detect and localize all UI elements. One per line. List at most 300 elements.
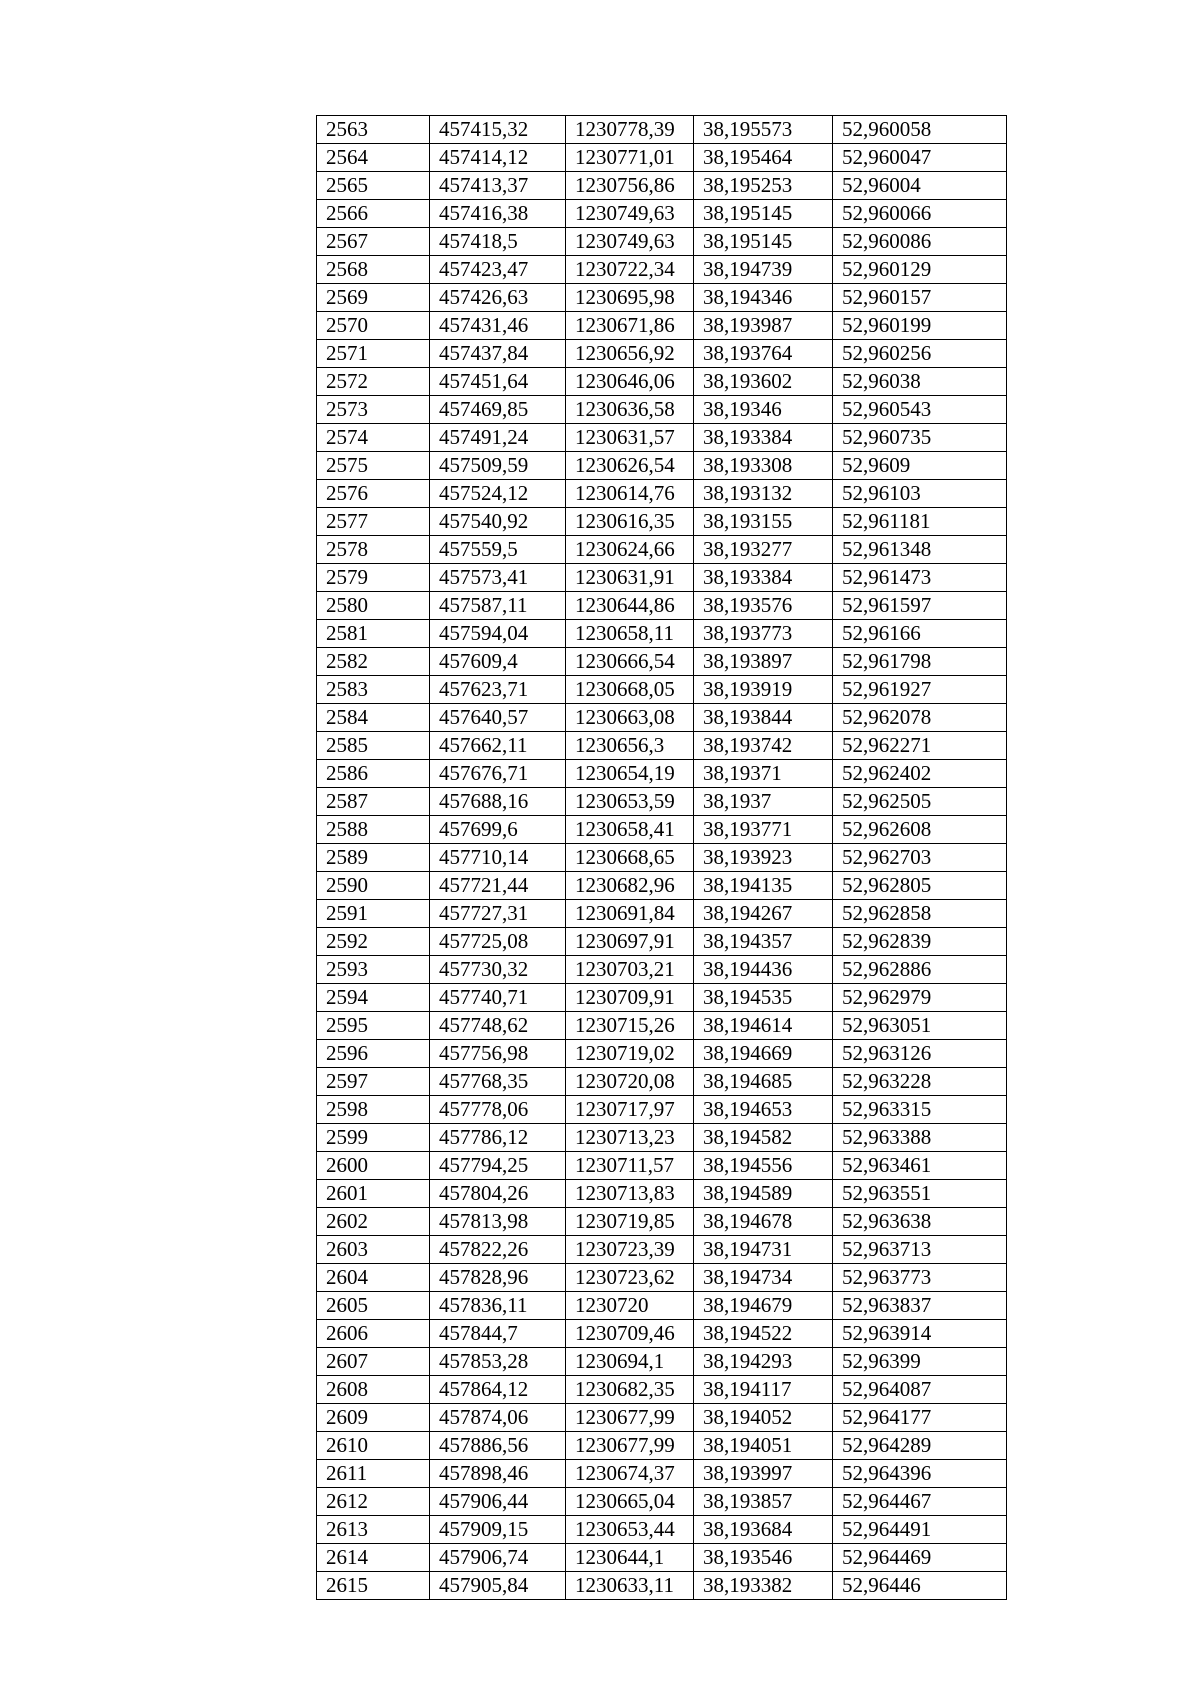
longitude-cell: 38,195573 [694,116,833,144]
longitude-cell: 38,193308 [694,452,833,480]
table-row [317,844,1007,872]
y-coordinate-cell: 1230720 [566,1292,694,1320]
table-row [317,200,1007,228]
longitude-cell: 38,194614 [694,1012,833,1040]
longitude-cell: 38,194346 [694,284,833,312]
longitude-cell: 38,193684 [694,1516,833,1544]
point-number-cell: 2598 [317,1096,430,1124]
y-coordinate-cell: 1230749,63 [566,200,694,228]
table-row [317,1432,1007,1460]
table-row [317,788,1007,816]
latitude-cell: 52,964491 [833,1516,1007,1544]
point-number-cell: 2587 [317,788,430,816]
latitude-cell: 52,963051 [833,1012,1007,1040]
y-coordinate-cell: 1230709,91 [566,984,694,1012]
point-number-cell: 2580 [317,592,430,620]
x-coordinate-cell: 457909,15 [430,1516,566,1544]
longitude-cell: 38,193923 [694,844,833,872]
y-coordinate-cell: 1230697,91 [566,928,694,956]
longitude-cell: 38,194052 [694,1404,833,1432]
y-coordinate-cell: 1230653,44 [566,1516,694,1544]
y-coordinate-cell: 1230626,54 [566,452,694,480]
x-coordinate-cell: 457418,5 [430,228,566,256]
y-coordinate-cell: 1230717,97 [566,1096,694,1124]
y-coordinate-cell: 1230713,23 [566,1124,694,1152]
latitude-cell: 52,963126 [833,1040,1007,1068]
latitude-cell: 52,964469 [833,1544,1007,1572]
latitude-cell: 52,960047 [833,144,1007,172]
point-number-cell: 2577 [317,508,430,536]
latitude-cell: 52,962858 [833,900,1007,928]
x-coordinate-cell: 457906,44 [430,1488,566,1516]
longitude-cell: 38,194357 [694,928,833,956]
y-coordinate-cell: 1230665,04 [566,1488,694,1516]
table-row [317,648,1007,676]
longitude-cell: 38,194556 [694,1152,833,1180]
table-row [317,1264,1007,1292]
latitude-cell: 52,960735 [833,424,1007,452]
point-number-cell: 2606 [317,1320,430,1348]
longitude-cell: 38,193384 [694,424,833,452]
latitude-cell: 52,963461 [833,1152,1007,1180]
latitude-cell: 52,963773 [833,1264,1007,1292]
table-row [317,1096,1007,1124]
table-row [317,732,1007,760]
point-number-cell: 2581 [317,620,430,648]
latitude-cell: 52,96446 [833,1572,1007,1600]
y-coordinate-cell: 1230656,92 [566,340,694,368]
point-number-cell: 2603 [317,1236,430,1264]
y-coordinate-cell: 1230682,35 [566,1376,694,1404]
y-coordinate-cell: 1230646,06 [566,368,694,396]
y-coordinate-cell: 1230631,57 [566,424,694,452]
latitude-cell: 52,96166 [833,620,1007,648]
point-number-cell: 2614 [317,1544,430,1572]
x-coordinate-cell: 457836,11 [430,1292,566,1320]
x-coordinate-cell: 457725,08 [430,928,566,956]
x-coordinate-cell: 457756,98 [430,1040,566,1068]
latitude-cell: 52,964289 [833,1432,1007,1460]
longitude-cell: 38,19371 [694,760,833,788]
y-coordinate-cell: 1230682,96 [566,872,694,900]
longitude-cell: 38,193771 [694,816,833,844]
longitude-cell: 38,193132 [694,480,833,508]
longitude-cell: 38,195145 [694,200,833,228]
longitude-cell: 38,194535 [694,984,833,1012]
y-coordinate-cell: 1230658,11 [566,620,694,648]
table-row [317,1236,1007,1264]
point-number-cell: 2601 [317,1180,430,1208]
x-coordinate-cell: 457431,46 [430,312,566,340]
latitude-cell: 52,964177 [833,1404,1007,1432]
point-number-cell: 2595 [317,1012,430,1040]
point-number-cell: 2608 [317,1376,430,1404]
latitude-cell: 52,963551 [833,1180,1007,1208]
point-number-cell: 2582 [317,648,430,676]
y-coordinate-cell: 1230694,1 [566,1348,694,1376]
x-coordinate-cell: 457413,37 [430,172,566,200]
longitude-cell: 38,193382 [694,1572,833,1600]
longitude-cell: 38,193857 [694,1488,833,1516]
x-coordinate-cell: 457874,06 [430,1404,566,1432]
x-coordinate-cell: 457804,26 [430,1180,566,1208]
table-row [317,284,1007,312]
longitude-cell: 38,194653 [694,1096,833,1124]
y-coordinate-cell: 1230616,35 [566,508,694,536]
coordinate-table-body [317,116,1007,1600]
point-number-cell: 2568 [317,256,430,284]
y-coordinate-cell: 1230614,76 [566,480,694,508]
latitude-cell: 52,960086 [833,228,1007,256]
y-coordinate-cell: 1230723,62 [566,1264,694,1292]
longitude-cell: 38,194669 [694,1040,833,1068]
table-row [317,816,1007,844]
table-row [317,508,1007,536]
longitude-cell: 38,194679 [694,1292,833,1320]
y-coordinate-cell: 1230703,21 [566,956,694,984]
x-coordinate-cell: 457416,38 [430,200,566,228]
y-coordinate-cell: 1230624,66 [566,536,694,564]
table-row [317,592,1007,620]
table-row [317,1404,1007,1432]
point-number-cell: 2613 [317,1516,430,1544]
x-coordinate-cell: 457662,11 [430,732,566,760]
table-row [317,452,1007,480]
latitude-cell: 52,961597 [833,592,1007,620]
x-coordinate-cell: 457423,47 [430,256,566,284]
y-coordinate-cell: 1230644,86 [566,592,694,620]
table-row [317,1488,1007,1516]
table-row [317,172,1007,200]
longitude-cell: 38,195145 [694,228,833,256]
y-coordinate-cell: 1230713,83 [566,1180,694,1208]
y-coordinate-cell: 1230633,11 [566,1572,694,1600]
latitude-cell: 52,964396 [833,1460,1007,1488]
latitude-cell: 52,963837 [833,1292,1007,1320]
x-coordinate-cell: 457491,24 [430,424,566,452]
longitude-cell: 38,194293 [694,1348,833,1376]
x-coordinate-cell: 457740,71 [430,984,566,1012]
x-coordinate-cell: 457864,12 [430,1376,566,1404]
table-row [317,1376,1007,1404]
x-coordinate-cell: 457437,84 [430,340,566,368]
table-row [317,340,1007,368]
y-coordinate-cell: 1230671,86 [566,312,694,340]
x-coordinate-cell: 457640,57 [430,704,566,732]
y-coordinate-cell: 1230644,1 [566,1544,694,1572]
latitude-cell: 52,964087 [833,1376,1007,1404]
latitude-cell: 52,964467 [833,1488,1007,1516]
point-number-cell: 2605 [317,1292,430,1320]
table-row [317,984,1007,1012]
latitude-cell: 52,963315 [833,1096,1007,1124]
point-number-cell: 2578 [317,536,430,564]
longitude-cell: 38,194135 [694,872,833,900]
y-coordinate-cell: 1230677,99 [566,1432,694,1460]
longitude-cell: 38,19346 [694,396,833,424]
longitude-cell: 38,193773 [694,620,833,648]
x-coordinate-cell: 457786,12 [430,1124,566,1152]
point-number-cell: 2571 [317,340,430,368]
table-row [317,1460,1007,1488]
latitude-cell: 52,962839 [833,928,1007,956]
y-coordinate-cell: 1230656,3 [566,732,694,760]
latitude-cell: 52,962979 [833,984,1007,1012]
x-coordinate-cell: 457828,96 [430,1264,566,1292]
x-coordinate-cell: 457573,41 [430,564,566,592]
longitude-cell: 38,194582 [694,1124,833,1152]
point-number-cell: 2573 [317,396,430,424]
x-coordinate-cell: 457699,6 [430,816,566,844]
point-number-cell: 2611 [317,1460,430,1488]
table-row [317,424,1007,452]
table-row [317,564,1007,592]
latitude-cell: 52,961927 [833,676,1007,704]
y-coordinate-cell: 1230663,08 [566,704,694,732]
coordinate-table [316,115,1007,1600]
latitude-cell: 52,962078 [833,704,1007,732]
point-number-cell: 2569 [317,284,430,312]
x-coordinate-cell: 457469,85 [430,396,566,424]
latitude-cell: 52,962703 [833,844,1007,872]
y-coordinate-cell: 1230723,39 [566,1236,694,1264]
point-number-cell: 2563 [317,116,430,144]
longitude-cell: 38,193742 [694,732,833,760]
x-coordinate-cell: 457594,04 [430,620,566,648]
table-row [317,312,1007,340]
point-number-cell: 2600 [317,1152,430,1180]
longitude-cell: 38,193844 [694,704,833,732]
longitude-cell: 38,193384 [694,564,833,592]
table-row [317,956,1007,984]
x-coordinate-cell: 457822,26 [430,1236,566,1264]
table-row [317,1320,1007,1348]
x-coordinate-cell: 457587,11 [430,592,566,620]
point-number-cell: 2564 [317,144,430,172]
longitude-cell: 38,1937 [694,788,833,816]
x-coordinate-cell: 457906,74 [430,1544,566,1572]
longitude-cell: 38,194436 [694,956,833,984]
longitude-cell: 38,193576 [694,592,833,620]
point-number-cell: 2585 [317,732,430,760]
y-coordinate-cell: 1230722,34 [566,256,694,284]
x-coordinate-cell: 457721,44 [430,872,566,900]
longitude-cell: 38,194589 [694,1180,833,1208]
table-row [317,900,1007,928]
x-coordinate-cell: 457609,4 [430,648,566,676]
table-row [317,1348,1007,1376]
table-row [317,1208,1007,1236]
x-coordinate-cell: 457688,16 [430,788,566,816]
longitude-cell: 38,194731 [694,1236,833,1264]
table-row [317,620,1007,648]
longitude-cell: 38,194051 [694,1432,833,1460]
latitude-cell: 52,9609 [833,452,1007,480]
point-number-cell: 2602 [317,1208,430,1236]
x-coordinate-cell: 457710,14 [430,844,566,872]
latitude-cell: 52,962886 [833,956,1007,984]
point-number-cell: 2572 [317,368,430,396]
x-coordinate-cell: 457898,46 [430,1460,566,1488]
point-number-cell: 2576 [317,480,430,508]
y-coordinate-cell: 1230668,05 [566,676,694,704]
longitude-cell: 38,193919 [694,676,833,704]
latitude-cell: 52,960199 [833,312,1007,340]
y-coordinate-cell: 1230666,54 [566,648,694,676]
longitude-cell: 38,193602 [694,368,833,396]
longitude-cell: 38,193155 [694,508,833,536]
x-coordinate-cell: 457813,98 [430,1208,566,1236]
table-row [317,760,1007,788]
point-number-cell: 2567 [317,228,430,256]
latitude-cell: 52,960129 [833,256,1007,284]
y-coordinate-cell: 1230695,98 [566,284,694,312]
longitude-cell: 38,194678 [694,1208,833,1236]
point-number-cell: 2596 [317,1040,430,1068]
x-coordinate-cell: 457905,84 [430,1572,566,1600]
latitude-cell: 52,960256 [833,340,1007,368]
latitude-cell: 52,960058 [833,116,1007,144]
point-number-cell: 2579 [317,564,430,592]
table-row [317,368,1007,396]
x-coordinate-cell: 457426,63 [430,284,566,312]
longitude-cell: 38,193277 [694,536,833,564]
table-row [317,704,1007,732]
table-row [317,1012,1007,1040]
table-row [317,1152,1007,1180]
longitude-cell: 38,194739 [694,256,833,284]
longitude-cell: 38,193546 [694,1544,833,1572]
point-number-cell: 2586 [317,760,430,788]
table-row [317,1544,1007,1572]
point-number-cell: 2604 [317,1264,430,1292]
table-row [317,536,1007,564]
latitude-cell: 52,962608 [833,816,1007,844]
x-coordinate-cell: 457415,32 [430,116,566,144]
y-coordinate-cell: 1230719,85 [566,1208,694,1236]
table-row [317,928,1007,956]
x-coordinate-cell: 457623,71 [430,676,566,704]
y-coordinate-cell: 1230653,59 [566,788,694,816]
point-number-cell: 2570 [317,312,430,340]
x-coordinate-cell: 457676,71 [430,760,566,788]
y-coordinate-cell: 1230677,99 [566,1404,694,1432]
point-number-cell: 2574 [317,424,430,452]
table-row [317,1572,1007,1600]
y-coordinate-cell: 1230720,08 [566,1068,694,1096]
y-coordinate-cell: 1230719,02 [566,1040,694,1068]
point-number-cell: 2565 [317,172,430,200]
point-number-cell: 2588 [317,816,430,844]
point-number-cell: 2575 [317,452,430,480]
y-coordinate-cell: 1230658,41 [566,816,694,844]
longitude-cell: 38,195464 [694,144,833,172]
point-number-cell: 2615 [317,1572,430,1600]
latitude-cell: 52,960066 [833,200,1007,228]
x-coordinate-cell: 457509,59 [430,452,566,480]
latitude-cell: 52,96004 [833,172,1007,200]
longitude-cell: 38,194267 [694,900,833,928]
longitude-cell: 38,193764 [694,340,833,368]
x-coordinate-cell: 457768,35 [430,1068,566,1096]
x-coordinate-cell: 457524,12 [430,480,566,508]
longitude-cell: 38,194734 [694,1264,833,1292]
longitude-cell: 38,193987 [694,312,833,340]
latitude-cell: 52,96038 [833,368,1007,396]
y-coordinate-cell: 1230715,26 [566,1012,694,1040]
latitude-cell: 52,962271 [833,732,1007,760]
table-row [317,1040,1007,1068]
latitude-cell: 52,96103 [833,480,1007,508]
point-number-cell: 2612 [317,1488,430,1516]
latitude-cell: 52,963638 [833,1208,1007,1236]
table-row [317,256,1007,284]
x-coordinate-cell: 457727,31 [430,900,566,928]
table-row [317,228,1007,256]
latitude-cell: 52,963228 [833,1068,1007,1096]
x-coordinate-cell: 457886,56 [430,1432,566,1460]
y-coordinate-cell: 1230631,91 [566,564,694,592]
x-coordinate-cell: 457451,64 [430,368,566,396]
latitude-cell: 52,962805 [833,872,1007,900]
table-row [317,1124,1007,1152]
table-row [317,872,1007,900]
y-coordinate-cell: 1230711,57 [566,1152,694,1180]
latitude-cell: 52,961181 [833,508,1007,536]
latitude-cell: 52,963914 [833,1320,1007,1348]
latitude-cell: 52,96399 [833,1348,1007,1376]
longitude-cell: 38,193997 [694,1460,833,1488]
y-coordinate-cell: 1230674,37 [566,1460,694,1488]
point-number-cell: 2607 [317,1348,430,1376]
latitude-cell: 52,963388 [833,1124,1007,1152]
table-row [317,1516,1007,1544]
point-number-cell: 2609 [317,1404,430,1432]
point-number-cell: 2590 [317,872,430,900]
x-coordinate-cell: 457844,7 [430,1320,566,1348]
y-coordinate-cell: 1230654,19 [566,760,694,788]
y-coordinate-cell: 1230691,84 [566,900,694,928]
point-number-cell: 2566 [317,200,430,228]
point-number-cell: 2594 [317,984,430,1012]
longitude-cell: 38,193897 [694,648,833,676]
point-number-cell: 2591 [317,900,430,928]
y-coordinate-cell: 1230749,63 [566,228,694,256]
y-coordinate-cell: 1230778,39 [566,116,694,144]
latitude-cell: 52,962402 [833,760,1007,788]
table-row [317,116,1007,144]
latitude-cell: 52,961798 [833,648,1007,676]
latitude-cell: 52,960543 [833,396,1007,424]
y-coordinate-cell: 1230756,86 [566,172,694,200]
point-number-cell: 2610 [317,1432,430,1460]
x-coordinate-cell: 457778,06 [430,1096,566,1124]
x-coordinate-cell: 457559,5 [430,536,566,564]
longitude-cell: 38,194522 [694,1320,833,1348]
table-row [317,1292,1007,1320]
longitude-cell: 38,195253 [694,172,833,200]
x-coordinate-cell: 457414,12 [430,144,566,172]
latitude-cell: 52,961348 [833,536,1007,564]
latitude-cell: 52,960157 [833,284,1007,312]
table-row [317,480,1007,508]
x-coordinate-cell: 457794,25 [430,1152,566,1180]
latitude-cell: 52,963713 [833,1236,1007,1264]
x-coordinate-cell: 457748,62 [430,1012,566,1040]
point-number-cell: 2589 [317,844,430,872]
point-number-cell: 2583 [317,676,430,704]
point-number-cell: 2597 [317,1068,430,1096]
